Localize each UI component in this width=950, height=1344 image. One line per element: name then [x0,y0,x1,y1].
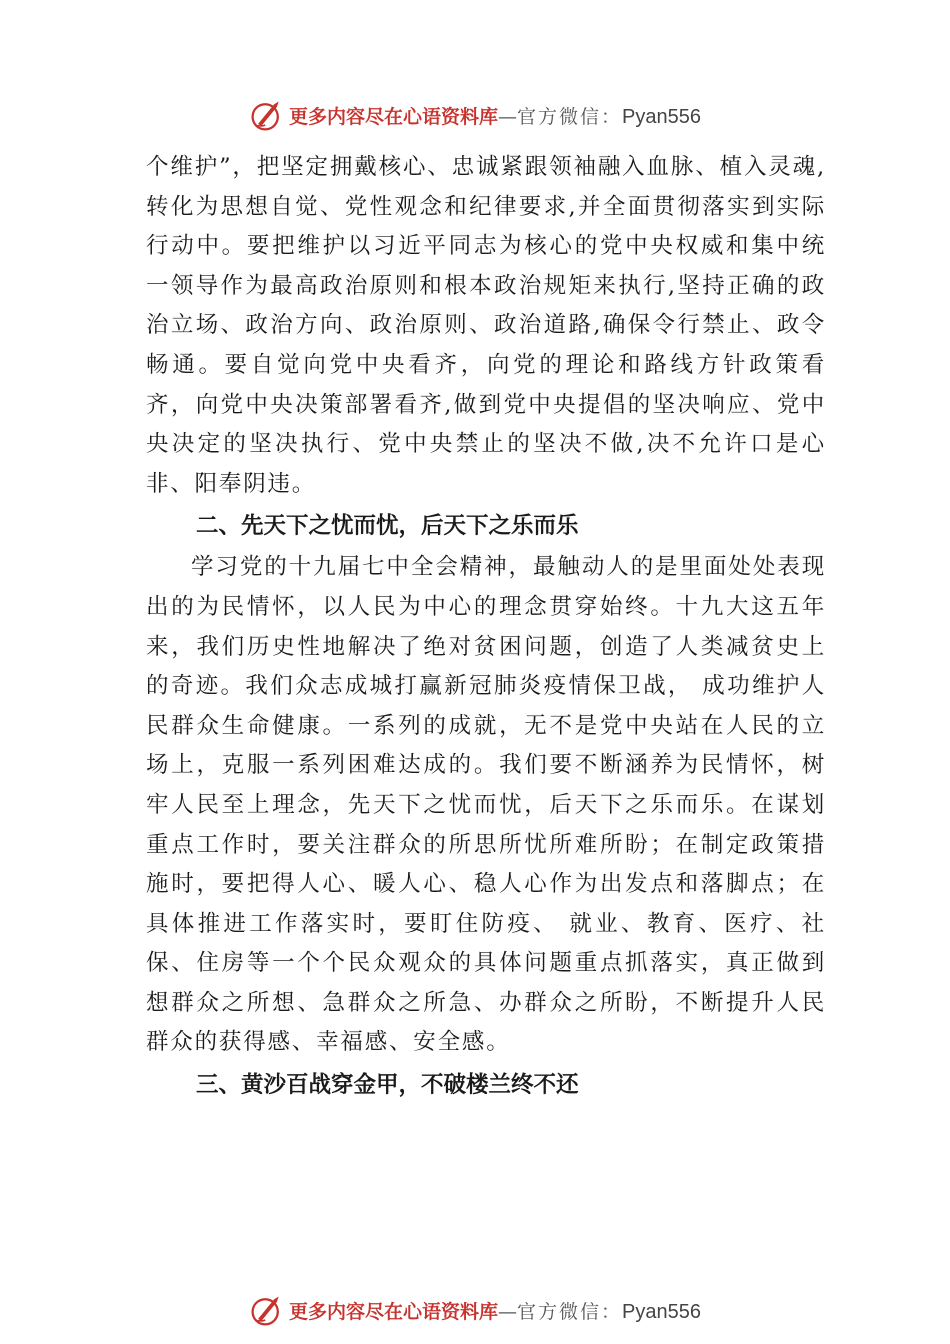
header-banner [0,95,950,135]
document-body [146,148,826,1107]
section-heading-3: 三、黄沙百战穿金甲，不破楼兰终不还 [196,1072,579,1099]
header-banner-wechat-label: 官方微信： [517,105,623,128]
paragraph-1: 个维护”，把坚定拥戴核心、忠诚紧跟领袖融入血脉、植入灵魂,转化为思想自觉、党性观念和纪律要求,并全面贯彻落实到实际行动中。要把维护以习近平同志为核心的党中央权威和集中统一领导作为最高政治原则和根本政治规矩来执行,坚持正确的政治立场、政治方向、政治原则、政治道路,确保令行禁止、政令畅通。要自觉向党中央看齐，向党的理论和路线方针政策看齐，向党中央决策部署看齐,做到党中央提倡的坚决响应、党中央决定的坚决执行、党中央禁止的坚决不做,决不允许口是心非、阳奉阴违。 [146,154,826,497]
pen-circle-logo-icon [249,1292,285,1328]
header-banner-account: Pyan556 [622,105,701,128]
footer-banner-wechat-label: 官方微信： [517,1300,623,1323]
footer-banner-title: 更多内容尽在心语资料库 [289,1300,499,1323]
footer-banner-text [289,1297,701,1324]
section-heading-2: 二、先天下之忧而忧，后天下之乐而乐 [196,513,579,540]
footer-banner-account: Pyan556 [622,1300,701,1323]
paragraph-2: 学习党的十九届七中全会精神，最触动人的是里面处处表现出的为民情怀，以人民为中心的理念贯穿始终。十九大这五年来，我们历史性地解决了绝对贫困问题，创造了人类减贫史上的奇迹。我们众志成城打赢新冠肺炎疫情保卫战， 成功维护人民群众生命健康。一系列的成就，无不是党中央站在人民的立场上，克服一系列困难达成的。我们要不断涵养为民情怀，树牢人民至上理念，先天下之忧而忧，后天下之乐而乐。在谋划重点工作时，要关注群众的所思所忧所难所盼；在制定政策措施时，要把得人心、暖人心、稳人心作为出发点和落脚点；在具体推进工作落实时，要盯住防疫、 就业、教育、医疗、社保、住房等一个个民众观众的具体问题重点抓落实，真正做到想群众之所想、急群众之所急、办群众之所盼，不断提升人民群众的获得感、幸福感、安全感。 [146,554,826,1056]
header-banner-text [289,102,701,129]
pen-circle-logo-icon [249,97,285,133]
footer-banner-dash: — [498,1300,518,1323]
header-banner-dash: — [498,105,518,128]
footer-banner [0,1290,950,1330]
header-banner-title: 更多内容尽在心语资料库 [289,105,499,128]
